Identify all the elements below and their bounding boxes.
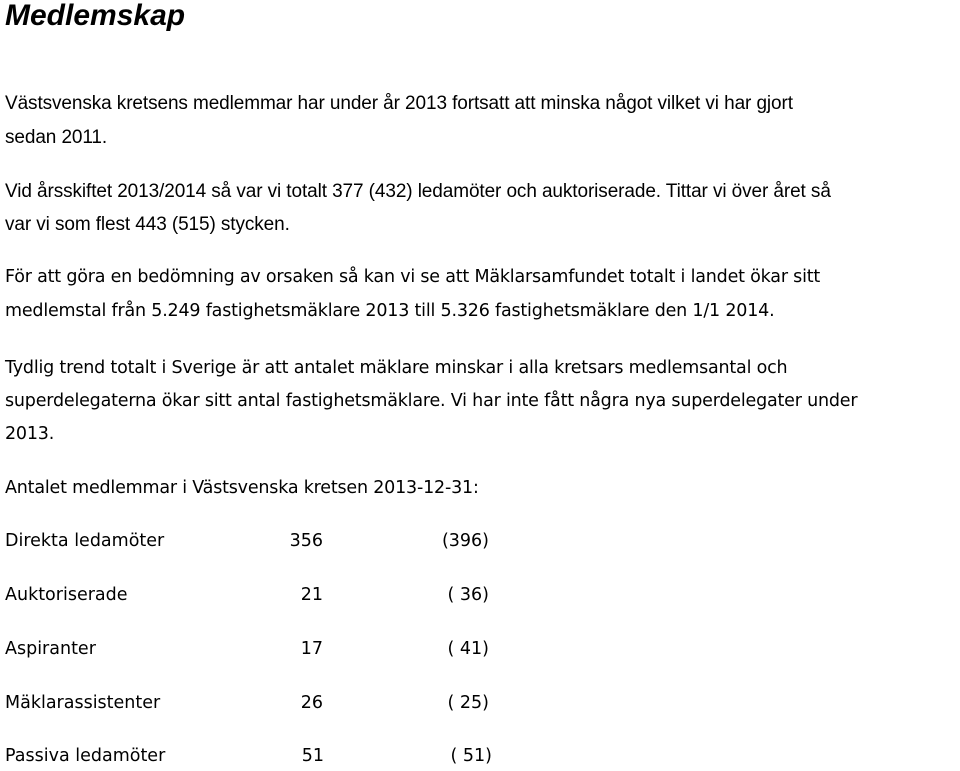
paragraph-3-line-1: För att göra en bedömning av orsaken så kan vi se att Mäklarsamfundet totalt i landet ökar sitt [5,267,821,287]
membership-category: Mäklarassistenter [5,693,161,713]
membership-value: 21 [300,585,323,605]
page-title: Medlemskap [5,0,186,32]
membership-previous-value: ( 51) [450,746,492,766]
membership-value: 356 [289,531,323,551]
paragraph-4-line-3: 2013. [5,424,55,444]
paragraph-3-line-2: medlemstal från 5.249 fastighetsmäklare 2013 till 5.326 fastighetsmäklare den 1/1 2014. [5,301,775,321]
membership-category: Direkta ledamöter [5,531,165,551]
paragraph-4-line-1: Tydlig trend totalt i Sverige är att antalet mäklare minskar i alla kretsars medlemsantal och [5,358,788,378]
membership-row [0,742,960,770]
membership-row [0,689,960,717]
membership-category: Auktoriserade [5,585,128,605]
membership-value: 51 [301,746,324,766]
membership-category: Aspiranter [5,639,96,659]
membership-row [0,527,960,555]
membership-previous-value: ( 25) [447,693,489,713]
paragraph-1-line-2: sedan 2011. [5,127,108,148]
paragraph-2-line-1: Vid årsskiftet 2013/2014 så var vi totalt 377 (432) ledamöter och auktoriserade. Tittar vi över året så [5,181,831,202]
membership-previous-value: (396) [441,531,489,551]
paragraph-2-line-2: var vi som flest 443 (515) stycken. [5,214,290,235]
membership-previous-value: ( 36) [447,585,489,605]
paragraph-4-line-2: superdelegaterna ökar sitt antal fastighetsmäklare. Vi har inte fått några nya superdelegater under [5,391,858,411]
membership-value: 17 [300,639,323,659]
membership-row [0,581,960,609]
membership-value: 26 [300,693,323,713]
membership-category: Passiva ledamöter [5,746,166,766]
membership-row [0,635,960,663]
membership-previous-value: ( 41) [447,639,489,659]
membership-heading: Antalet medlemmar i Västsvenska kretsen 2013-12-31: [5,478,479,498]
paragraph-1-line-1: Västsvenska kretsens medlemmar har under år 2013 fortsatt att minska något vilket vi har gjort [5,93,793,114]
